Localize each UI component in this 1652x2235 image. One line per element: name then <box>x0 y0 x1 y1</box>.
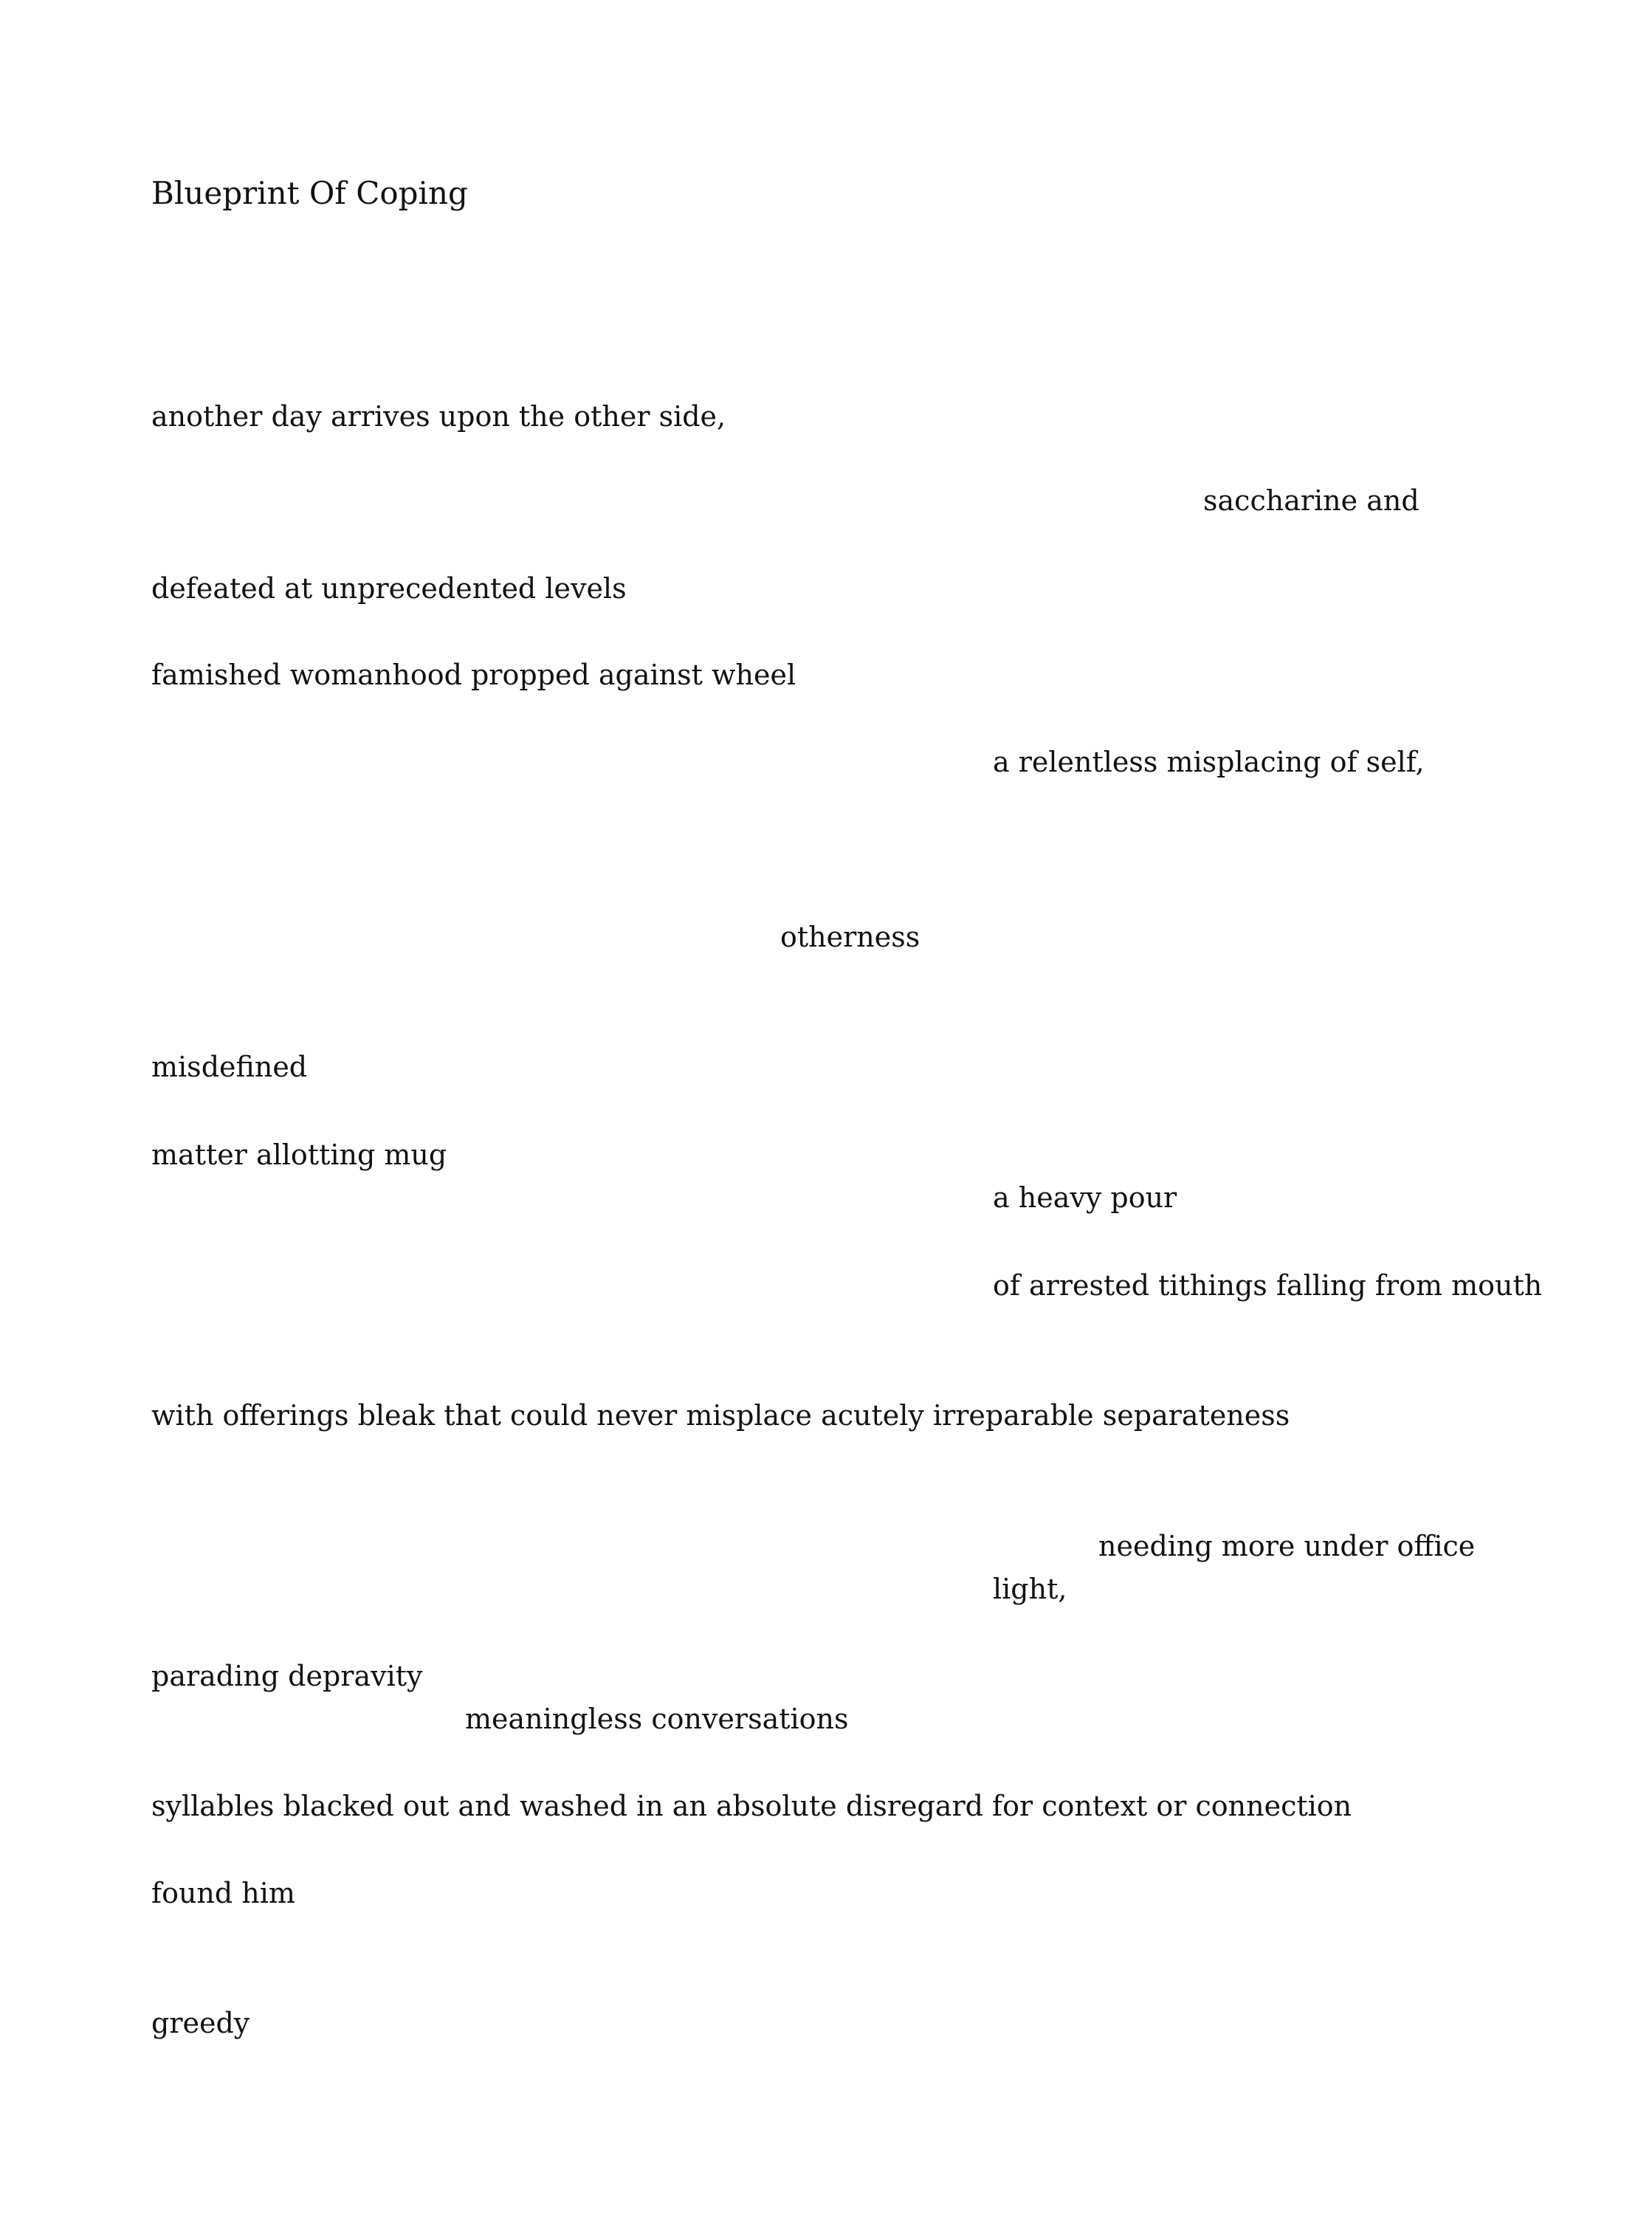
poem-line: matter allotting mug <box>151 1139 447 1171</box>
poem-line: otherness <box>780 921 920 953</box>
poem-line: needing more under office <box>1098 1530 1476 1562</box>
poem-line: meaningless conversations <box>465 1703 849 1735</box>
poem-line: a relentless misplacing of self, <box>993 746 1425 778</box>
poem-line: found him <box>151 1877 295 1909</box>
poem-line: syllables blacked out and washed in an absolute disregard for context or connection <box>151 1790 1352 1822</box>
poem-title: Blueprint Of Coping <box>151 175 468 211</box>
poem-line: of arrested tithings falling from mouth <box>993 1269 1543 1302</box>
poem-line: a heavy pour <box>993 1181 1177 1214</box>
poem-line: parading depravity <box>151 1660 423 1692</box>
poem-line: greedy <box>151 2007 250 2039</box>
poem-line: light, <box>993 1573 1067 1605</box>
poem-line: famished womanhood propped against wheel <box>151 659 796 691</box>
poem-line: another day arrives upon the other side, <box>151 400 726 433</box>
poem-line: saccharine and <box>1203 484 1419 517</box>
poem-line: misdefined <box>151 1051 308 1083</box>
poem-line: with offerings bleak that could never misplace acutely irreparable separateness <box>151 1399 1290 1432</box>
poem-line: defeated at unprecedented levels <box>151 572 627 605</box>
